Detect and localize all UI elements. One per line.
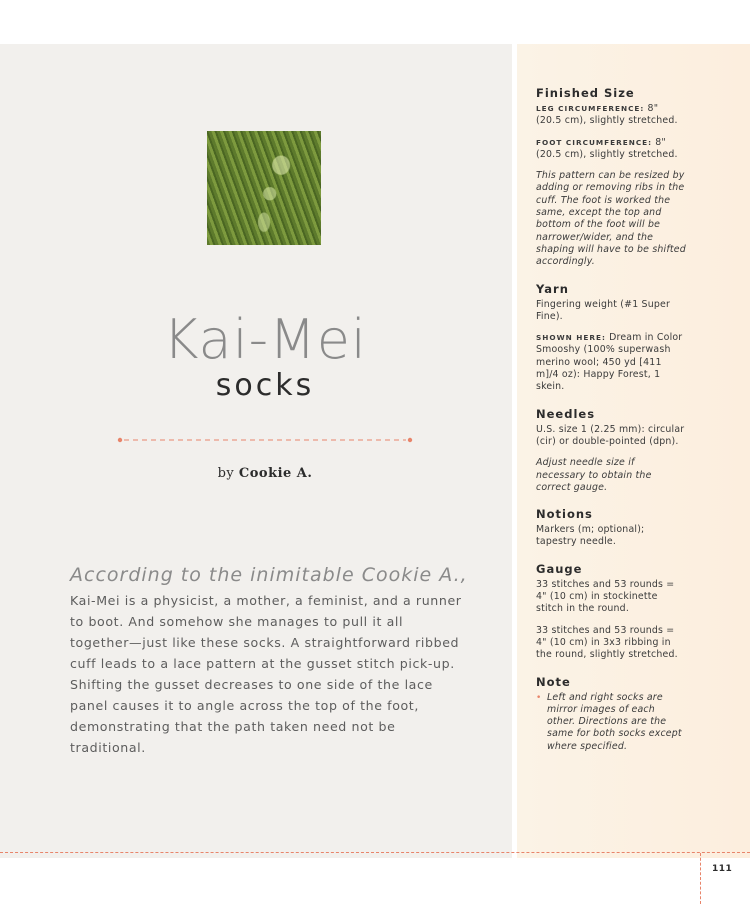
shown-here-value: Dream in Color Smooshy (100% superwash merino wool; 450 yd [411 m]/4 oz): Happy Forest, 1 skein. [536, 332, 683, 393]
yarn-heading: Yarn [536, 281, 569, 296]
footer-dashed-divider [700, 853, 702, 904]
foot-circumference-label: FOOT CIRCUMFERENCE: [536, 137, 653, 147]
leg-circumference-label: LEG CIRCUMFERENCE: [536, 104, 645, 113]
leg-circumference [536, 103, 686, 128]
notions-text: Markers (m; optional); tapestry needle. [536, 524, 645, 548]
divider-dot-left [118, 438, 122, 442]
intro-body: Kai-Mei is a physicist, a mother, a feminist, and a runner to boot. And somehow she manages to pull it all together—just like these socks. A straightforward ribbed cuff leads to a lace pattern at the gusset stitch pick-up. Shifting the gusset decreases to one side of the lace panel causes it to angle across the top of the foot, demonstrating that the path taken need not be traditional. [70, 593, 462, 755]
intro-panel [0, 44, 512, 858]
byline-author: Cookie A. [238, 466, 313, 481]
byline [0, 466, 530, 481]
notions-heading: Notions [536, 507, 593, 522]
shown-here-label: SHOWN HERE: [536, 333, 606, 343]
note-heading: Note [536, 674, 571, 689]
finished-size-section [536, 86, 686, 269]
yarn-section [536, 282, 686, 394]
needles-heading: Needles [536, 406, 596, 421]
page-number: 111 [712, 864, 733, 874]
gauge-section [536, 562, 686, 662]
intro [70, 562, 468, 758]
sock-swatch-photo [207, 131, 321, 245]
needle-size: U.S. size 1 (2.25 mm): circular (cir) or double-pointed (dpn). [536, 423, 685, 447]
page-subtitle: socks [215, 368, 315, 403]
foot-circumference [536, 137, 686, 162]
yarn-weight: Fingering weight (#1 Super Fine). [536, 298, 671, 322]
footer-dashed-rule [0, 852, 750, 854]
byline-prefix: by [217, 466, 235, 481]
note-section [536, 675, 686, 753]
leg-circumference-value: 8" (20.5 cm), slightly stretched. [536, 103, 678, 127]
sidebar-content [536, 86, 686, 766]
resize-note: This pattern can be resized by adding or removing ribs in the cuff. The foot is worked the same, except the top and bottom of the foot will be narrower/wider, and the shaping will have to be shifted accordingly. [536, 170, 686, 268]
page-title: Kai-Mei [163, 308, 367, 371]
note-text: Left and right socks are mirror images of each other. Directions are the same for both socks except where specified. [547, 691, 682, 752]
finished-size-heading: Finished Size [536, 86, 635, 100]
divider-dot-right [408, 438, 412, 442]
foot-circumference-value: 8" (20.5 cm), slightly stretched. [536, 136, 678, 160]
gauge-heading: Gauge [536, 561, 583, 576]
bullet-icon: • [536, 692, 542, 703]
note-list-item [536, 692, 686, 753]
needles-section [536, 407, 686, 494]
gauge-ribbing: 33 stitches and 53 rounds = 4" (10 cm) in 3x3 ribbing in the round, slightly stretched. [536, 624, 678, 661]
gauge-stockinette: 33 stitches and 53 rounds = 4" (10 cm) in stockinette stitch in the round. [536, 578, 675, 615]
decorative-divider [118, 436, 412, 444]
yarn-shown-here [536, 332, 686, 393]
page [0, 44, 750, 858]
needle-note: Adjust needle size if necessary to obtain the correct gauge. [536, 457, 652, 493]
notions-section [536, 507, 686, 549]
intro-lead: According to the inimitable Cookie A., [70, 564, 468, 586]
